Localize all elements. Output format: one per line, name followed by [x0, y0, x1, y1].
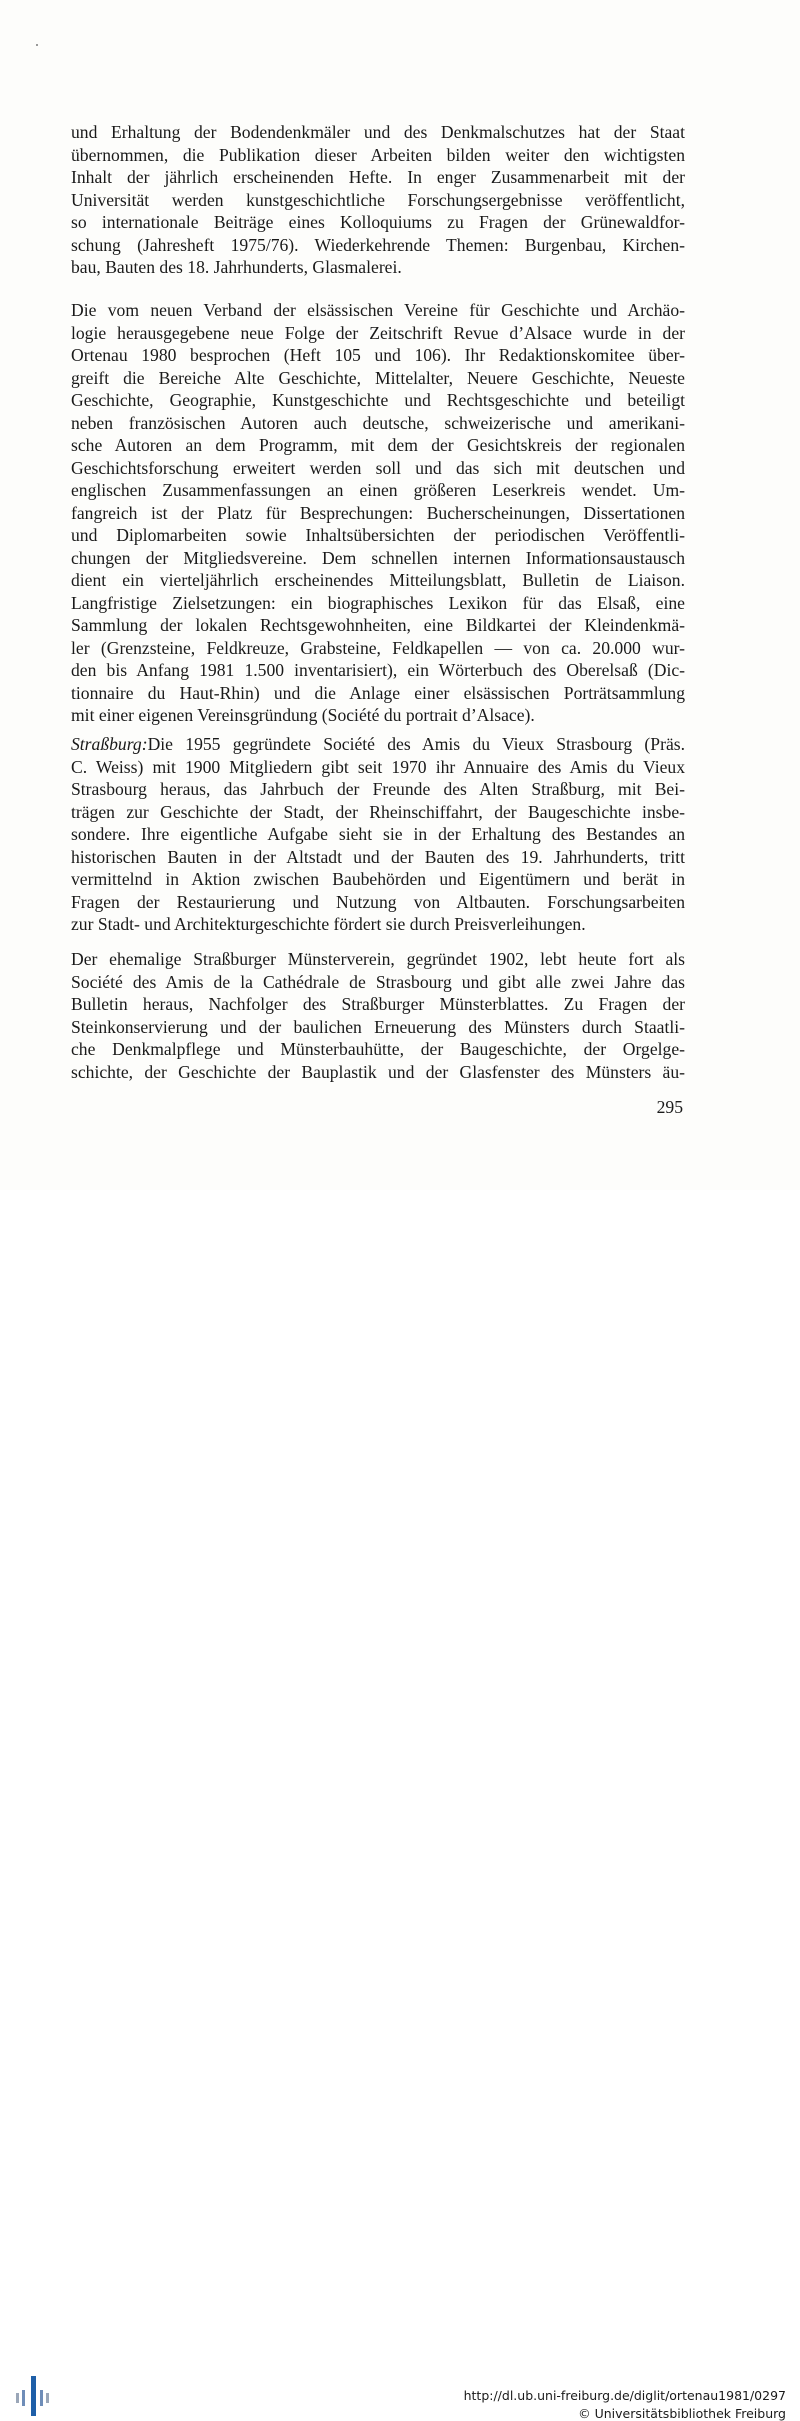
paragraph-1 — [71, 121, 685, 279]
paragraph-strassburg — [71, 733, 685, 936]
text-line: dient ein vierteljährlich erscheinendes Mitteilungsblatt, Bulletin de Liaison. — [71, 570, 685, 590]
text-line: und Diplomarbeiten sowie Inhaltsübersichten der periodischen Veröffentli- — [71, 525, 685, 545]
text-line: Sammlung der lokalen Rechtsgewohnheiten, eine Bildkartei der Kleindenkmä- — [71, 615, 685, 635]
text-line: Der ehemalige Straßburger Münsterverein, gegründet 1902, lebt heute fort als — [71, 949, 685, 969]
section-lead: Straßburg: — [71, 734, 148, 754]
text-line: historischen Bauten in der Altstadt und der Bauten des 19. Jahrhunderts, tritt — [71, 846, 685, 867]
text-line: Langfristige Zielsetzungen: ein biographisches Lexikon für das Elsaß, eine — [71, 592, 685, 613]
text-line: vermittelnd in Aktion zwischen Baubehörden und Eigentümern und berät in — [71, 869, 685, 889]
text-line: Geschichtsforschung erweitert werden soll und das sich mit deutschen und — [71, 457, 685, 478]
text-line-with-lead — [71, 733, 685, 756]
text-line: fangreich ist der Platz für Besprechungen: Bucherscheinungen, Dissertationen — [71, 502, 685, 523]
text-line: mit einer eigenen Vereinsgründung (Société du portrait d’Alsace). — [71, 705, 535, 725]
text-line: sondere. Ihre eigentliche Aufgabe sieht sie in der Erhaltung des Bestandes an — [71, 824, 685, 844]
text-line: C. Weiss) mit 1900 Mitgliedern gibt seit 1970 ihr Annuaire des Amis du Vieux — [71, 756, 685, 777]
scan-speck — [36, 44, 38, 46]
text-line: übernommen, die Publikation dieser Arbeiten bilden weiter den wichtigsten — [71, 144, 685, 165]
text-line: so internationale Beiträge eines Kolloquiums zu Fragen der Grünewaldfor- — [71, 212, 685, 232]
source-url-link[interactable]: http://dl.ub.uni-freiburg.de/diglit/ortenau1981/0297 — [463, 2388, 786, 2403]
text-line: che Denkmalpflege und Münsterbauhütte, der Baugeschichte, der Orgelge- — [71, 1039, 685, 1059]
text-line: und Erhaltung der Bodendenkmäler und des Denkmalschutzes hat der Staat — [71, 122, 685, 142]
text-line: Die 1955 gegründete Société des Amis du Vieux Strasbourg (Präs. — [147, 734, 685, 754]
text-line: schung (Jahresheft 1975/76). Wiederkehrende Themen: Burgenbau, Kirchen- — [71, 234, 685, 255]
text-line: Fragen der Restaurierung und Nutzung von Altbauten. Forschungsarbeiten — [71, 891, 685, 912]
text-line: logie herausgegebene neue Folge der Zeitschrift Revue d’Alsace wurde in der — [71, 322, 685, 343]
text-line: ler (Grenzsteine, Feldkreuze, Grabsteine, Feldkapellen — von ca. 20.000 wur- — [71, 637, 685, 658]
text-line: tionnaire du Haut-Rhin) und die Anlage einer elsässischen Porträtsammlung — [71, 682, 685, 703]
text-line: Strasbourg heraus, das Jahrbuch der Freunde des Alten Straßburg, mit Bei- — [71, 779, 685, 799]
text-line: Die vom neuen Verband der elsässischen Vereine für Geschichte und Archäo- — [71, 300, 685, 320]
paragraph-2 — [71, 299, 685, 727]
copyright-notice: © Universitätsbibliothek Freiburg — [578, 2406, 786, 2421]
text-line: bau, Bauten des 18. Jahrhunderts, Glasmalerei. — [71, 257, 402, 277]
ub-freiburg-logo-icon[interactable] — [14, 2370, 54, 2416]
text-line: Geschichte, Geographie, Kunstgeschichte und Rechtsgeschichte und beteiligt — [71, 390, 685, 410]
text-line: greift die Bereiche Alte Geschichte, Mittelalter, Neuere Geschichte, Neueste — [71, 367, 685, 388]
text-line: schichte, der Geschichte der Bauplastik und der Glasfenster des Münsters äu- — [71, 1061, 685, 1082]
text-line: neben französischen Autoren auch deutsche, schweizerische und amerikani- — [71, 412, 685, 433]
text-line: den bis Anfang 1981 1.500 inventarisiert), ein Wörterbuch des Oberelsaß (Dic- — [71, 660, 685, 680]
paragraph-4 — [71, 948, 685, 1083]
page-number: 295 — [656, 1097, 683, 1117]
text-line: zur Stadt- und Architekturgeschichte fördert sie durch Preisverleihungen. — [71, 914, 586, 934]
text-line: Universität werden kunstgeschichtliche Forschungsergebnisse veröffentlicht, — [71, 189, 685, 210]
text-line: Steinkonservierung und der baulichen Erneuerung des Münsters durch Staatli- — [71, 1016, 685, 1037]
text-line: englischen Zusammenfassungen an einen größeren Leserkreis wendet. Um- — [71, 480, 685, 500]
text-line: sche Autoren an dem Programm, mit dem der Gesichtskreis der regionalen — [71, 435, 685, 455]
text-line: Bulletin heraus, Nachfolger des Straßburger Münsterblattes. Zu Fragen der — [71, 994, 685, 1014]
text-line: trägen zur Geschichte der Stadt, der Rheinschiffahrt, der Baugeschichte insbe- — [71, 801, 685, 822]
text-line: Inhalt der jährlich erscheinenden Hefte. In enger Zusammenarbeit mit der — [71, 167, 685, 187]
text-line: Société des Amis de la Cathédrale de Strasbourg und gibt alle zwei Jahre das — [71, 971, 685, 992]
text-line: chungen der Mitgliedsvereine. Dem schnellen internen Informationsaustausch — [71, 547, 685, 568]
text-line: Ortenau 1980 besprochen (Heft 105 und 106). Ihr Redaktionskomitee über- — [71, 345, 685, 365]
footer-bar — [0, 1190, 800, 2421]
